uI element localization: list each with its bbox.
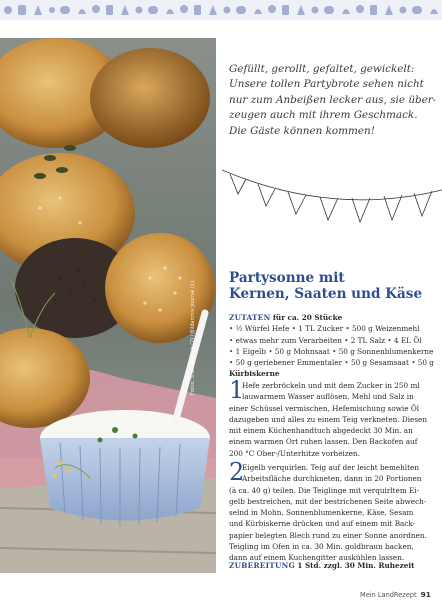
step-line: papier belegten Blech rund zu einer Sonne anordnen. [229, 530, 427, 540]
prep-label: ZUBEREITUNG [229, 561, 296, 570]
step-line: Teigling im Ofen in ca. 30 Min. goldbraun backen, [229, 542, 414, 552]
ingredient-item: 1 TL Zucker [298, 324, 344, 334]
step-1 [229, 376, 437, 459]
ingredients-block [229, 312, 437, 380]
step-text [229, 458, 437, 564]
step-line: einer Schüssel vermischen, Hefemischung sowie Öl [229, 403, 420, 413]
decorative-top-border [0, 0, 442, 20]
step-2 [229, 458, 437, 564]
step-line: einem warmen Ort ruhen lassen. Den Backofen auf [229, 437, 418, 447]
ingredients-heading [229, 312, 437, 323]
page-footer [360, 590, 440, 599]
intro-line: nur zum Anbeißen lecker aus, sie über- [229, 93, 437, 106]
ingredient-item: etwas mehr zum Verarbeiten [235, 335, 342, 345]
step-text [229, 376, 437, 459]
prep-duration: 1 Std. zzgl. 30 Min. Ruhezeit [297, 561, 415, 570]
bullet-dot-icon: • [229, 358, 236, 368]
ingredient-list [229, 323, 437, 379]
bunting-garland-icon [222, 162, 442, 242]
pattern-border-icon [0, 0, 442, 20]
recipe-title [229, 270, 434, 302]
bread-photo [0, 38, 216, 573]
ingredients-servings: für ca. 20 Stücke [272, 313, 343, 322]
ingredient-item: Kürbiskerne [229, 369, 280, 379]
ingredient-line [229, 357, 437, 368]
intro-line: zeugen auch mit ihrem Geschmack. [229, 109, 418, 122]
ingredient-item: 2 TL Salz [350, 335, 386, 345]
bread-rolls-illustration [0, 38, 216, 573]
ingredient-item: 500 g Weizenmehl [351, 324, 420, 334]
intro-line: Unsere tollen Partybrote sehen nicht [229, 78, 424, 91]
step-line: Eigelb verquirlen. Teig auf der leicht bemehlten [242, 463, 419, 472]
bullet-dot-icon: • [229, 346, 236, 356]
bullet-dot-icon: • [229, 335, 236, 345]
ingredients-label: ZUTATEN [229, 313, 271, 322]
step-line: dazugeben und alles zu einem Teig verkneten. Diesen [229, 414, 428, 424]
ingredient-line [229, 346, 437, 357]
photo-credit: Fotos: Shutterstock (2) / Bildarchiv Journal (1) [190, 280, 196, 395]
recipe-title-line: Partysonne mit [229, 270, 345, 286]
bullet-dot-icon: • [342, 358, 351, 368]
step-line: selnd in Mohn, Sonnenblumenkerne, Käse, Sesam [229, 508, 414, 518]
ingredient-line [229, 368, 437, 379]
page-number: 91 [420, 590, 431, 599]
bullet-dot-icon: • [289, 324, 299, 334]
ingredient-item: ½ Würfel Hefe [235, 324, 290, 334]
step-line: 200 °C Ober-/Unterhitze vorheizen. [229, 448, 360, 458]
step-line: lauwarmem Wasser auflösen. Mehl und Salz in [242, 392, 414, 402]
intro-line: Gefüllt, gerollt, gefaltet, gewickelt: [229, 63, 415, 75]
prep-time [229, 560, 437, 571]
bullet-dot-icon: • [385, 335, 394, 345]
ingredient-line [229, 323, 437, 334]
ingredient-item: 50 g Mohnsaat [274, 346, 330, 356]
bullet-dot-icon: • [341, 335, 351, 345]
bullet-dot-icon: • [229, 324, 236, 334]
step-number: 2 [229, 458, 245, 486]
step-line: und Kürbiskerne drücken und auf einem mit Back- [229, 519, 416, 529]
step-line: Arbeitsfläche durchkneten, dann in 20 Portionen [242, 474, 422, 484]
bullet-dot-icon: • [343, 324, 352, 334]
ingredient-item: 50 g [417, 358, 434, 368]
magazine-name: Mein LandRezept [360, 591, 417, 599]
step-line: Hefe zerbröckeln und mit dem Zucker in 250 ml [242, 381, 420, 390]
ingredient-item: 50 g Sonnenblumenkerne [338, 346, 434, 356]
step-line: gelb bestreichen, mit der bestrichenen Seite abwech- [229, 496, 427, 506]
ingredient-item: 50 g Sesamsaat [350, 358, 409, 368]
intro-line: Die Gäste können kommen! [229, 124, 375, 137]
ingredient-item: 50 g geriebener Emmentaler [235, 358, 343, 368]
recipe-title-line: Kernen, Saaten und Käse [229, 286, 423, 302]
ingredient-item: 4 EL Öl [393, 335, 422, 345]
intro-text [229, 62, 437, 139]
step-number: 1 [229, 376, 245, 404]
ingredient-item: 1 Eigelb [235, 346, 267, 356]
bullet-dot-icon: • [329, 346, 339, 356]
ingredient-line [229, 335, 437, 346]
step-line: dann auf einem Kuchengitter auskühlen lassen. [229, 553, 405, 563]
step-line: mit einem Küchenhandtuch abgedeckt 30 Min. an [229, 426, 413, 436]
bullet-dot-icon: • [408, 358, 418, 368]
step-line: (à ca. 40 g) teilen. Die Teiglinge mit verquirltem Ei- [229, 485, 420, 495]
bullet-dot-icon: • [266, 346, 275, 356]
